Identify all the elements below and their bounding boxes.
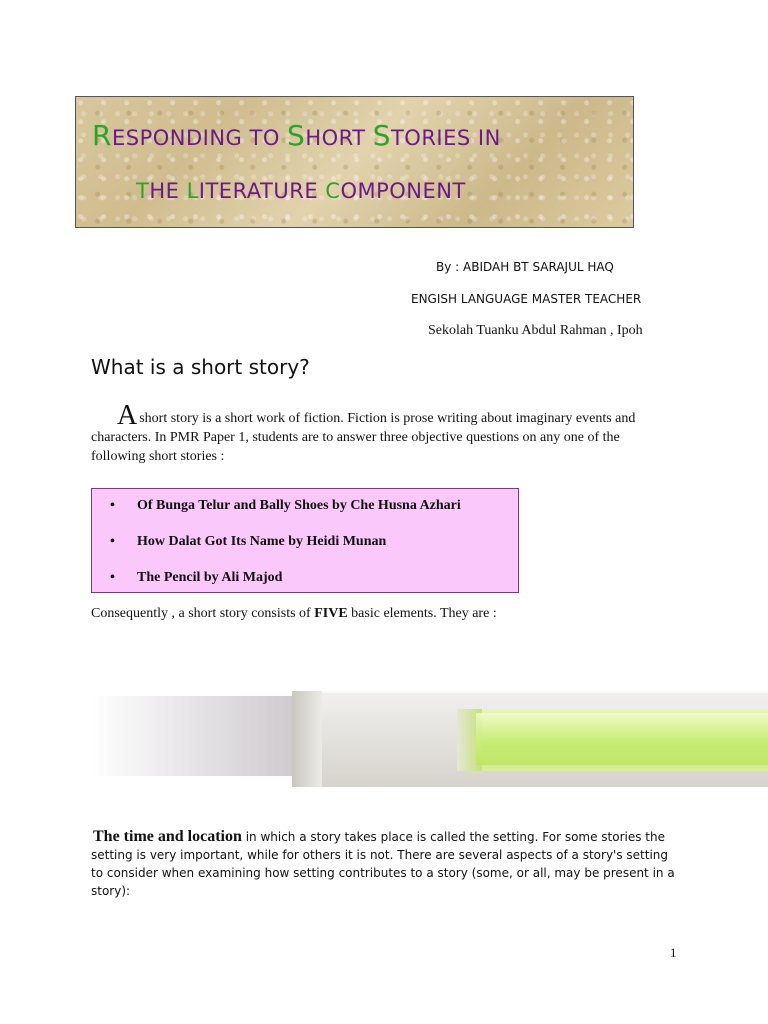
list-item [110,534,386,550]
title-segment: L [186,179,199,203]
title-segment: C [325,179,341,203]
title-segment: HE [149,179,187,203]
bullet-icon: • [110,498,115,513]
banner-fade [90,696,300,776]
title-segment: S [287,119,306,152]
title-banner [75,96,634,228]
title-segment: ESPONDING TO [111,126,288,150]
list-item [110,498,461,514]
title-segment: R [92,119,112,152]
decorative-banner-graphic [90,676,768,798]
elements-text-after: basic elements. They are : [347,606,497,621]
title-segment: S [372,119,391,152]
banner-glow-inner [476,713,768,765]
elements-count: FIVE [314,606,348,621]
story-title: Of Bunga Telur and Bally Shoes by Che Husna Azhari [137,498,461,513]
story-list-box [91,488,519,593]
banner-bar-end [292,691,322,787]
author-line: By : ABIDAH BT SARAJUL HAQ [436,260,614,274]
school-line: Sekolah Tuanku Abdul Rahman , Ipoh [428,323,643,338]
role-line: ENGISH LANGUAGE MASTER TEACHER [411,292,642,306]
title-line-2 [136,179,466,203]
bullet-icon: • [110,570,115,585]
story-title: The Pencil by Ali Majod [137,570,283,585]
story-title: How Dalat Got Its Name by Heidi Munan [137,534,387,549]
title-segment: T [136,179,150,203]
intro-paragraph [91,400,676,466]
title-segment: TORIES IN [390,126,501,150]
title-segment: OMPONENT [340,179,466,203]
elements-sentence [91,604,676,623]
elements-text-before: Consequently , a short story consists of [91,606,315,621]
page-number: 1 [670,945,677,960]
drop-cap: A [117,400,138,431]
setting-text: in which a story takes place is called the setting. For some stories the setting is very important, while for others it is not. There are several aspects of a story's setting to consider when examining how setting contributes to a story (some, or all, may be present in a story): [91,830,675,898]
setting-paragraph [91,828,681,900]
title-line-1 [92,119,501,152]
title-segment: ITERATURE [198,179,326,203]
intro-text: short story is a short work of fiction. Fiction is prose writing about imaginary events and characters. In PMR Paper 1, students are to answer three objective questions on any one of the following short stories : [91,411,636,464]
bullet-icon: • [110,534,115,549]
title-segment: HORT [305,126,373,150]
setting-lead: The time and location [93,828,242,845]
section-heading: What is a short story? [91,355,310,379]
list-item [110,570,282,586]
